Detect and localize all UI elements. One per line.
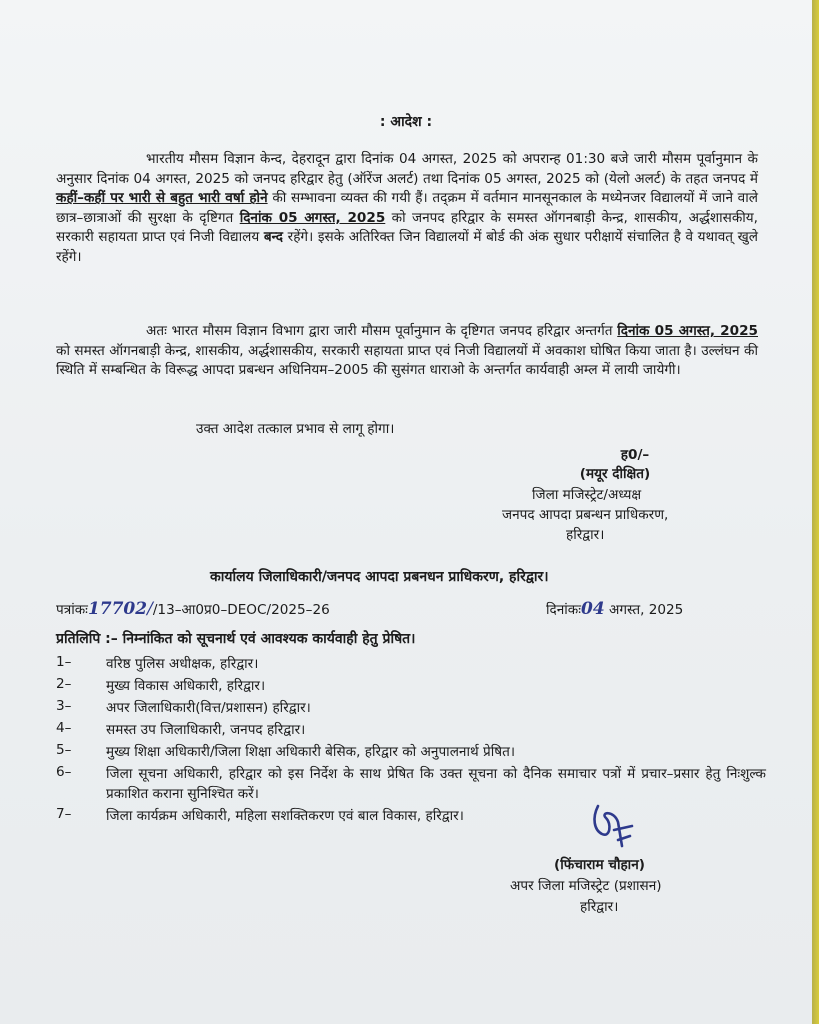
list-item <box>56 654 768 676</box>
p2-text-c: को समस्त ऑगनबाड़ी केन्द्र, शासकीय, अर्द्धशासकीय, सरकारी सहायता प्राप्त एवं निजी विद्यालयों में अवकाश घोषित किया जाता है। उल्लंघन की स्थिति में सम्बन्धित के विरूद्ध आपदा प्रबन्धन अधिनियम–2005 की सुसंगत धाराओ के अन्तर्गत कार्यवाही अम्ल में लायी जायेगी। <box>56 342 758 379</box>
order-paragraph-3: उक्त आदेश तत्काल प्रभाव से लागू होगा। <box>196 421 395 437</box>
list-item-text: समस्त उप जिलाधिकारी, जनपद हरिद्वार। <box>106 722 306 738</box>
order-paragraph-2 <box>56 322 758 381</box>
p1-text-e: को जनपद हरिद्वार के समस्त ऑगनबाड़ी केन्द्र, शासकीय, अर्द्धशासकीय, सरकारी सहायता प्राप्त एवं निजी विद्यालय <box>56 209 759 246</box>
p2-highlight-date: दिनांक 05 अगस्त, 2025 <box>617 323 758 339</box>
dm-signature-block <box>520 446 710 484</box>
p1-text-c: की सम्भावना व्यक्त की गयी हैं। तद्क्रम में वर्तमान मानसूनकाल के मध्येनजर विद्यालयों में जाने वाले छात्र–छात्राओं की सुरक्षा के दृष्टिगत <box>56 190 758 226</box>
list-item-text: वरिष्ठ पुलिस अधीक्षक, हरिद्वार। <box>106 656 259 672</box>
sd-mark: ह0/– <box>620 447 650 463</box>
dm-name: (मयूर दीक्षित) <box>579 466 651 482</box>
list-item <box>56 764 768 806</box>
p1-highlight-closed: बन्द <box>263 229 284 246</box>
list-item-text: मुख्य शिक्षा अधिकारी/जिला शिक्षा अधिकारी बेसिक, हरिद्वार को अनुपालनार्थ प्रेषित। <box>106 744 516 760</box>
p1-highlight-rain: कहीं–कहीं पर भारी से बहुत भारी वर्षा होने <box>56 190 268 207</box>
list-item-number: 7– <box>56 806 72 822</box>
list-item-number: 5– <box>56 742 72 758</box>
list-item <box>56 676 768 698</box>
list-item-text: जिला सूचना अधिकारी, हरिद्वार को इस निर्देश के साथ प्रेषित कि उक्त सूचना को दैनिक समाचार पत्रों में प्रचार–प्रसार हेतु निःशुल्क प्रकाशित कराना सुनिश्चित करें। <box>106 766 766 802</box>
date-label: दिनांकः <box>546 602 581 618</box>
dm-authority: जनपद आपदा प्रबन्धन प्राधिकरण, <box>502 507 669 523</box>
list-item <box>56 806 768 828</box>
dm-designation: जिला मजिस्ट्रेट/अध्यक्ष <box>532 487 642 503</box>
p2-text-a: अतः भारत मौसम विज्ञान विभाग द्वारा जारी मौसम पूर्वानुमान के दृष्टिगत जनपद हरिद्वार अन्तर्गत <box>146 323 618 339</box>
date-rest: अगस्त, 2025 <box>604 602 684 618</box>
list-item <box>56 720 768 742</box>
list-item-number: 3– <box>56 698 72 714</box>
recipient-list <box>56 654 768 828</box>
date-handwritten: 04 <box>581 599 605 619</box>
adm-designation: अपर जिला मजिस्ट्रेट (प्रशासन) <box>510 878 662 894</box>
page-edge <box>812 0 819 1024</box>
order-heading: : आदेश : <box>379 114 433 130</box>
list-item-number: 2– <box>56 676 72 692</box>
office-title: कार्यालय जिलाधिकारी/जनपद आपदा प्रबनधन प्राधिकरण, हरिद्वार। <box>210 569 549 585</box>
list-item-text: मुख्य विकास अधिकारी, हरिद्वार। <box>106 678 266 694</box>
list-item-number: 6– <box>56 764 72 780</box>
list-item-number: 4– <box>56 720 72 736</box>
reference-number: पत्रांकः17702//13–आ0प्र0–DEOC/2025–26 <box>56 599 330 619</box>
order-paragraph-1 <box>56 150 758 268</box>
ref-label: पत्रांकः <box>56 602 88 618</box>
copy-intro: प्रतिलिपि :– निम्नांकित को सूचनार्थ एवं आवश्यक कार्यवाही हेतु प्रेषित। <box>56 631 416 647</box>
adm-name: (फिंचाराम चौहान) <box>554 857 645 873</box>
adm-location: हरिद्वार। <box>580 899 619 915</box>
list-item <box>56 698 768 720</box>
dm-location: हरिद्वार। <box>566 527 605 543</box>
list-item <box>56 742 768 764</box>
letter-date <box>546 600 683 620</box>
ref-rest: /13–आ0प्र0–DEOC/2025–26 <box>152 602 330 618</box>
list-item-text: अपर जिलाधिकारी(वित्त/प्रशासन) हरिद्वार। <box>106 700 311 716</box>
handwritten-signature <box>588 800 638 860</box>
list-item-text: जिला कार्यक्रम अधिकारी, महिला सशक्तिकरण एवं बाल विकास, हरिद्वार। <box>106 808 464 824</box>
ref-handwritten: 1770 <box>87 599 136 619</box>
p1-text-g: रहेंगे। इसके अतिरिक्त जिन विद्यालयों में बोर्ड की अंक सुधार परीक्षायें संचालित है वे यथावत् खुले रहेंगे। <box>56 229 758 265</box>
p1-text-a: भारतीय मौसम विज्ञान केन्द, देहरादून द्वारा दिनांक 04 अगस्त, 2025 को अपरान्ह 01:30 बजे जारी मौसम पूर्वानुमान के अनुसार दिनांक 04 अगस्त, 2025 को जनपद हरिद्वार हेतु (ऑरेंज अलर्ट) तथा दिनांक 05 अगस्त, 2025 को (येलो अलर्ट) के तहत जनपद में <box>56 151 758 187</box>
list-item-number: 1– <box>56 654 72 670</box>
p1-highlight-date: दिनांक 05 अगस्त, 2025 <box>239 209 386 226</box>
